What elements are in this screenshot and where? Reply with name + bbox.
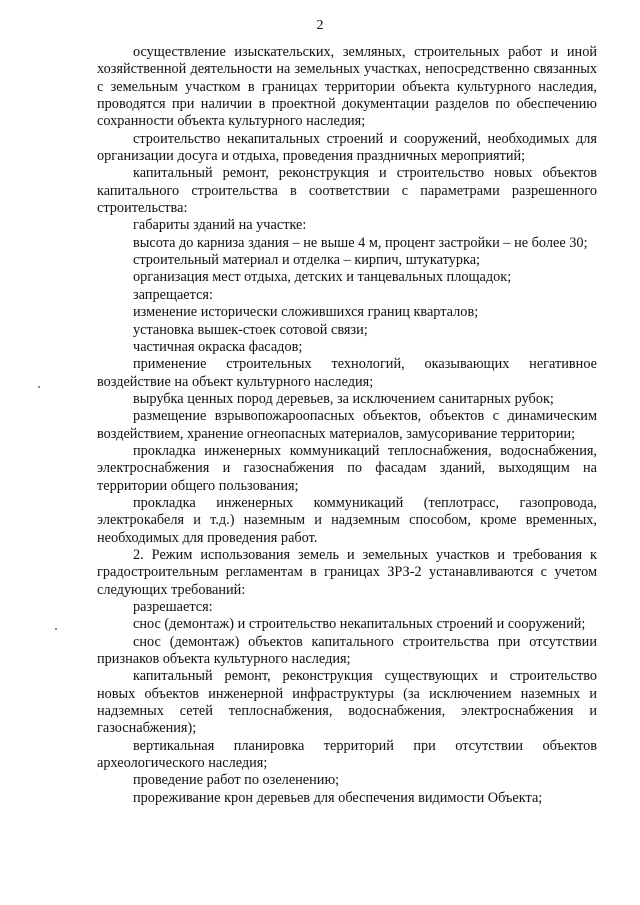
paragraph: частичная окраска фасадов;	[133, 338, 303, 355]
paragraph: снос (демонтаж) и строительство некапитальных строений и сооружений;	[133, 616, 586, 633]
paragraph: строительный материал и отделка – кирпич, штукатурка;	[133, 252, 481, 269]
paragraph: запрещается:	[133, 286, 213, 303]
paragraph: прокладка инженерных коммуникаций (теплотрасс, газопровода, электрокабеля и т.д.) наземным и надземным способом, кроме временных, необходимых для проведения работ.	[97, 494, 597, 546]
paragraph: установка вышек-стоек сотовой связи;	[133, 321, 368, 338]
paragraph: размещение взрывопожароопасных объектов, объектов с динамическим воздействием, хранение огнеопасных материалов, замусоривание территории;	[97, 408, 597, 442]
paragraph: осуществление изыскательских, земляных, строительных работ и иной хозяйственной деятельности на земельных участках, непосредственно связанных с земельным участком в границах территории объекта культурного наследия, проводятся при наличии в проектной документации разделов по обеспечению сохранности объекта культурного наследия;	[97, 44, 597, 130]
scan-speck	[38, 386, 40, 388]
paragraph: капитальный ремонт, реконструкция и строительство новых объектов капитального строительства в соответствии с параметрами разрешенного строительства:	[97, 165, 597, 217]
page-number: 2	[316, 18, 324, 33]
paragraph: капитальный ремонт, реконструкция существующих и строительство новых объектов инженерной инфраструктуры (за исключением наземных и надземных сетей теплоснабжения, водоснабжения, электроснабжения и газоснабжения);	[97, 668, 597, 737]
paragraph: проведение работ по озеленению;	[133, 772, 340, 789]
paragraph: изменение исторически сложившихся границ кварталов;	[133, 304, 479, 321]
paragraph: применение строительных технологий, оказывающих негативное воздействие на объект культурного наследия;	[97, 356, 597, 390]
paragraph: вертикальная планировка территорий при отсутствии объектов археологического наследия;	[97, 737, 597, 772]
paragraph: 2. Режим использования земель и земельных участков и требования к градостроительным регламентам в границах ЗРЗ-2 устанавливаются с учетом следующих требований:	[97, 546, 597, 598]
paragraph: организация мест отдыха, детских и танцевальных площадок;	[133, 269, 512, 286]
paragraph: вырубка ценных пород деревьев, за исключением санитарных рубок;	[133, 390, 554, 407]
paragraph: разрешается:	[133, 599, 213, 615]
paragraph: прореживание крон деревьев для обеспечения видимости Объекта;	[133, 789, 543, 806]
paragraph: габариты зданий на участке:	[133, 217, 307, 234]
paragraph: высота до карниза здания – не выше 4 м, процент застройки – не более 30;	[133, 234, 588, 251]
paragraph: снос (демонтаж) объектов капитального строительства при отсутствии признаков объекта культурного наследия;	[97, 633, 597, 668]
document-body	[97, 44, 597, 807]
scan-speck	[55, 628, 57, 630]
paragraph: прокладка инженерных коммуникаций теплоснабжения, водоснабжения, электроснабжения и газоснабжения по фасадам зданий, выходящим на территории общего пользования;	[97, 442, 597, 494]
paragraph: строительство некапитальных строений и сооружений, необходимых для организации досуга и отдыха, проведения праздничных мероприятий;	[97, 130, 597, 165]
